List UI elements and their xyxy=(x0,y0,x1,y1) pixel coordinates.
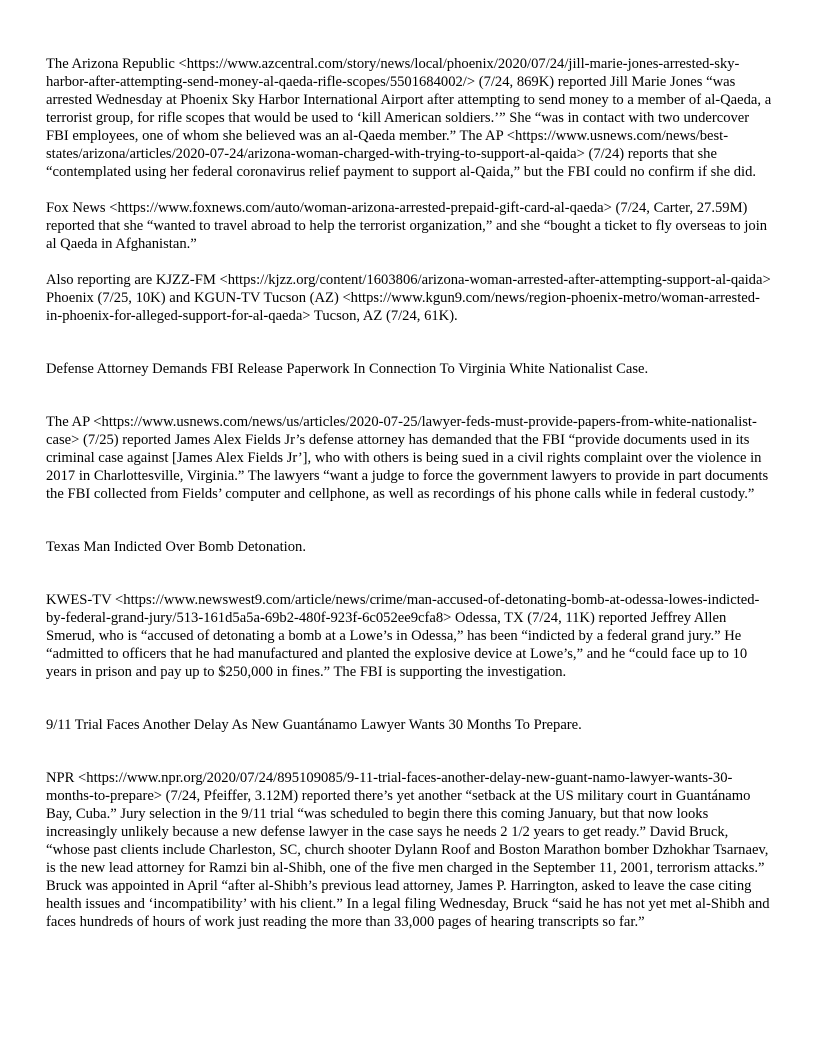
paragraph-also-reporting: Also reporting are KJZZ-FM <https://kjzz.org/content/1603806/arizona-woman-arrested-after-attempting-support-al-qaida> Phoenix (7/25, 10K) and KGUN-TV Tucson (AZ) <https://www.kgun9.com/news/region-phoenix-metro/woman-arrested-in-phoenix-for-alleged-support-for-al-qaeda> Tucson, AZ (7/24, 61K). xyxy=(46,272,771,324)
document-page xyxy=(46,55,774,949)
section-heading-defense-attorney: Defense Attorney Demands FBI Release Paperwork In Connection To Virginia White Nationalist Case. xyxy=(46,361,649,377)
section-heading-911-trial: 9/11 Trial Faces Another Delay As New Guantánamo Lawyer Wants 30 Months To Prepare. xyxy=(46,717,582,733)
paragraph-fox-news: Fox News <https://www.foxnews.com/auto/woman-arizona-arrested-prepaid-gift-card-al-qaeda> (7/24, Carter, 27.59M) reported that she “wanted to travel abroad to help the terrorist organization,” and she “bought a ticket to fly overseas to join al Qaeda in Afghanistan.” xyxy=(46,200,768,252)
section-heading-texas-man: Texas Man Indicted Over Bomb Detonation. xyxy=(46,539,306,555)
section-body-911-trial: NPR <https://www.npr.org/2020/07/24/895109085/9-11-trial-faces-another-delay-new-guant-namo-lawyer-wants-30-months-to-prepare> (7/24, Pfeiffer, 3.12M) reported there’s yet another “setback at the US military court in Guantánamo Bay, Cuba.” Jury selection in the 9/11 trial “was scheduled to begin there this coming January, but that now looks increasingly unlikely because a new defense lawyer in the case says he needs 2 1/2 years to get ready.” David Bruck, “whose past clients include Charleston, SC, church shooter Dylann Roof and Boston Marathon bomber Dzhokhar Tsarnaev, is the new lead attorney for Ramzi bin al-Shibh, one of the five men charged in the September 11, 2001, terrorism attacks.” Bruck was appointed in April “after al-Shibh’s previous lead attorney, James P. Harrington, asked to leave the case citing health issues and ‘incompatibility’ with his client.” In a legal filing Wednesday, Bruck “said he has not yet met al-Shibh and faces hundreds of hours of work just reading the more than 33,000 pages of hearing transcripts so far.” xyxy=(46,770,770,930)
section-body-texas-man: KWES-TV <https://www.newswest9.com/article/news/crime/man-accused-of-detonating-bomb-at-odessa-lowes-indicted-by-federal-grand-jury/513-161d5a5a-69b2-480f-923f-6c052ee9cfa8> Odessa, TX (7/24, 11K) reported Jeffrey Allen Smerud, who is “accused of detonating a bomb at a Lowe’s in Odessa,” has been “indicted by a federal grand jury.” He “admitted to officers that he had manufactured and planted the explosive device at Lowe’s,” and he “could face up to 10 years in prison and pay up to $250,000 in fines.” The FBI is supporting the investigation. xyxy=(46,592,760,680)
paragraph-arizona-republic: The Arizona Republic <https://www.azcentral.com/story/news/local/phoenix/2020/07/24/jill-marie-jones-arrested-sky-harbor-after-attempting-send-money-al-qaeda-rifle-scopes/5501684002/> (7/24, 869K) reported Jill Marie Jones “was arrested Wednesday at Phoenix Sky Harbor International Airport after attempting to send money to a member of al-Qaeda, a terrorist group, for rifle scopes that would be used to ‘kill American soldiers.’” She “was in contact with two undercover FBI employees, one of whom she believed was an al-Qaeda member.” The AP <https://www.usnews.com/news/best-states/arizona/articles/2020-07-24/arizona-woman-charged-with-trying-to-support-al-qaida> (7/24) reports that she “contemplated using her federal coronavirus relief payment to support al-Qaida,” but the FBI could no confirm if she did. xyxy=(46,56,772,180)
section-body-defense-attorney: The AP <https://www.usnews.com/news/us/articles/2020-07-25/lawyer-feds-must-provide-papers-from-white-nationalist-case> (7/25) reported James Alex Fields Jr’s defense attorney has demanded that the FBI “provide documents used in its criminal case against [James Alex Fields Jr’], who with others is being sued in a civil rights complaint over the violence in 2017 in Charlottesville, Virginia.” The lawyers “want a judge to force the government lawyers to provide in part documents the FBI collected from Fields’ computer and cellphone, as well as recordings of his phone calls while in federal custody.” xyxy=(46,414,769,502)
